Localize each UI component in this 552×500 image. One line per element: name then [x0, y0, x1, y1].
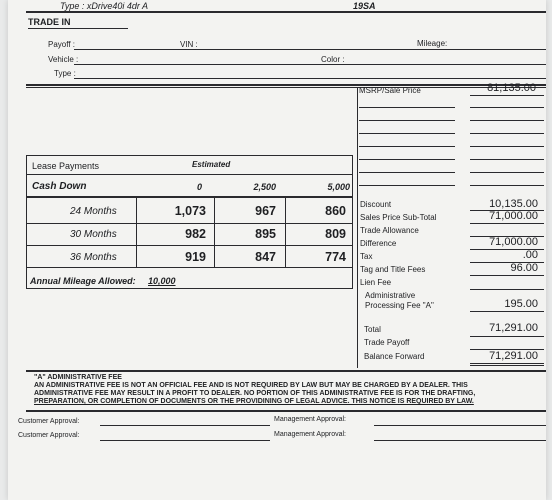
- balance-forward-value: 71,291.00: [489, 350, 538, 362]
- blank-row-line: [470, 107, 544, 108]
- price-line-rule: [470, 223, 544, 224]
- payment-value: 895: [255, 227, 276, 241]
- annual-mileage-label: Annual Mileage Allowed:: [30, 276, 136, 286]
- total-rule: [470, 336, 544, 337]
- trade-payoff-label: Trade Payoff: [364, 338, 410, 347]
- notice-rule-bottom: [26, 410, 546, 412]
- term-label: 30 Months: [70, 229, 117, 240]
- customer-approval-line[interactable]: [100, 440, 270, 441]
- price-line-label: Discount: [360, 200, 392, 209]
- model-year: 19SA: [353, 1, 376, 11]
- price-line-label: Lien Fee: [360, 278, 392, 287]
- lease-title-rule: [26, 174, 353, 175]
- price-line-label: Sales Price Sub-Total: [360, 213, 437, 222]
- price-line-value: 96.00: [510, 262, 538, 274]
- price-line-rule: [470, 275, 544, 276]
- price-line-value: .00: [522, 249, 538, 261]
- admin-fee-rule: [470, 311, 544, 312]
- blank-row-line: [359, 133, 455, 134]
- notice-rule-top: [26, 370, 546, 372]
- management-approval-label: Management Approval:: [274, 416, 346, 423]
- blank-row-line: [359, 172, 455, 173]
- pricing-divider: [357, 88, 358, 368]
- price-line-label: Difference: [360, 239, 397, 248]
- annual-mileage-value: 10,000: [148, 276, 176, 286]
- payment-value: 860: [325, 204, 346, 218]
- price-line-value: 71,000.00: [489, 236, 538, 248]
- cash-down-option: 5,000: [327, 182, 350, 192]
- price-line-label: Tag and Title Fees: [360, 265, 426, 274]
- blank-row-line: [470, 133, 544, 134]
- payment-value: 774: [325, 250, 346, 264]
- management-approval-label: Management Approval:: [274, 431, 346, 438]
- vehicle-type: Type : xDrive40i 4dr A: [60, 1, 149, 11]
- payment-value: 847: [255, 250, 276, 264]
- blank-row-line: [359, 107, 455, 108]
- balance-rule: [470, 365, 544, 366]
- payment-value: 919: [185, 250, 206, 264]
- term-label: 36 Months: [70, 252, 117, 263]
- blank-row-line: [470, 159, 544, 160]
- total-value: 71,291.00: [489, 322, 538, 334]
- payment-grid: [26, 198, 353, 268]
- cash-down-option: 2,500: [253, 182, 276, 192]
- payment-value: 1,073: [174, 204, 206, 218]
- blank-row-line: [359, 146, 455, 147]
- cash-down-option: 0: [196, 182, 202, 192]
- notice-line: PREPARATION, OR COMPLETION OF DOCUMENTS OR THE PROVIDINING OF LEGAL ADVICE. THIS NOTICE IS REQUIRED BY LAW.: [34, 398, 474, 405]
- blank-row-line: [470, 172, 544, 173]
- price-line-rule: [470, 289, 544, 290]
- blank-row-line: [359, 120, 455, 121]
- blank-row-line: [470, 120, 544, 121]
- price-line-label: Tax: [360, 252, 373, 261]
- price-line-value: 10,135.00: [489, 198, 538, 210]
- payment-value: 809: [325, 227, 346, 241]
- grid-row-rule: [26, 223, 353, 224]
- customer-approval-label: Customer Approval:: [18, 432, 80, 439]
- management-approval-line[interactable]: [374, 440, 546, 441]
- grid-divider: [214, 198, 215, 268]
- admin-fee-label: Processing Fee "A": [365, 301, 434, 310]
- blank-row-line: [359, 159, 455, 160]
- term-label: 24 Months: [70, 206, 117, 217]
- blank-row-line: [470, 146, 544, 147]
- payment-value: 982: [185, 227, 206, 241]
- msrp-label: MSRP/Sale Price: [359, 86, 421, 95]
- admin-fee-label: Administrative: [365, 291, 416, 300]
- mileage-label: Mileage:: [417, 39, 448, 48]
- msrp-value-line: [470, 95, 544, 96]
- header-rule: [26, 11, 546, 13]
- balance-forward-label: Balance Forward: [364, 352, 425, 361]
- balance-rule: [470, 363, 544, 364]
- payoff-line[interactable]: [74, 49, 546, 50]
- vehicle-line[interactable]: [74, 64, 546, 65]
- price-line-value: 71,000.00: [489, 210, 538, 222]
- payoff-label: Payoff :: [48, 40, 75, 49]
- notice-line: ADMINISTRATIVE FEE MAY RESULT IN A PROFIT TO DEALER. NO PORTION OF THIS ADMINISTRATIVE FEE IS FOR THE DRAFTING,: [34, 390, 476, 397]
- grid-divider: [136, 198, 137, 268]
- trade-type-label: Type :: [54, 69, 76, 78]
- trade-in-title: TRADE IN: [28, 17, 71, 27]
- grid-row-rule: [26, 267, 353, 268]
- grid-divider: [285, 198, 286, 268]
- grid-row-rule: [26, 245, 353, 246]
- notice-title: "A" ADMINISTRATIVE FEE: [34, 374, 122, 381]
- admin-fee-value: 195.00: [504, 298, 538, 310]
- blank-row-line: [470, 185, 544, 186]
- vehicle-label: Vehicle :: [48, 55, 79, 64]
- lease-title: Lease Payments: [32, 161, 100, 171]
- worksheet-paper: [8, 0, 546, 500]
- management-approval-line[interactable]: [374, 425, 546, 426]
- msrp-value: 81,135.00: [487, 82, 536, 94]
- total-label: Total: [364, 325, 381, 334]
- notice-line: AN ADMINISTRATIVE FEE IS NOT AN OFFICIAL FEE AND IS NOT REQUIRED BY LAW BUT MAY BE CHARGED BY A DEALER. THIS: [34, 382, 468, 389]
- trade-in-underline: [28, 28, 128, 29]
- vin-label: VIN :: [180, 40, 198, 49]
- blank-row-line: [359, 185, 455, 186]
- cash-down-label: Cash Down: [32, 181, 87, 192]
- customer-approval-line[interactable]: [100, 425, 270, 426]
- customer-approval-label: Customer Approval:: [18, 418, 80, 425]
- price-line-label: Trade Allowance: [360, 226, 419, 235]
- trade-type-line[interactable]: [74, 78, 546, 79]
- color-label: Color :: [321, 55, 345, 64]
- payment-value: 967: [255, 204, 276, 218]
- estimated-label: Estimated: [192, 160, 231, 169]
